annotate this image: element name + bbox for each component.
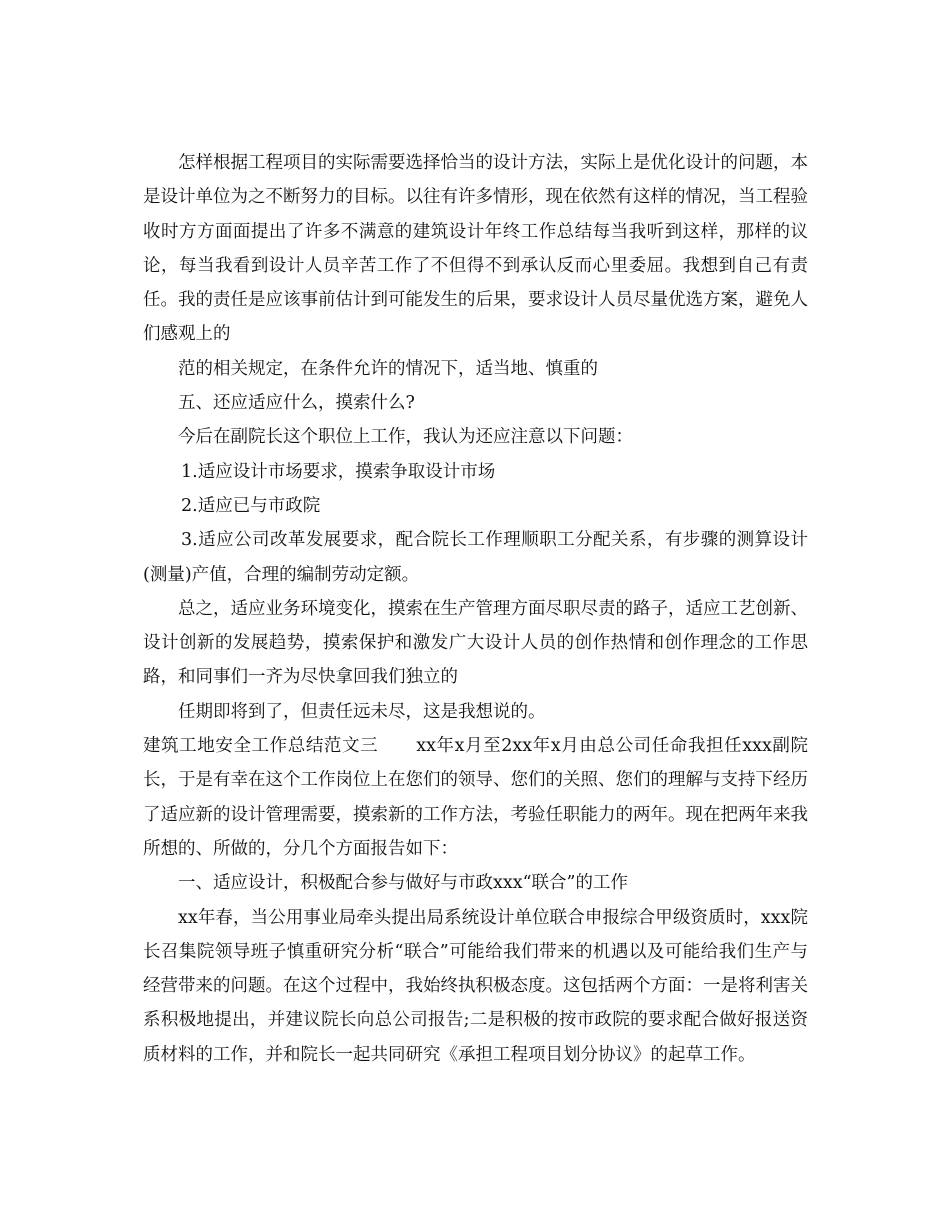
paragraph-future-issues: 今后在副院长这个职位上工作，我认为还应注意以下问题：: [178, 427, 633, 448]
paragraph-spring-joint-application: xx年春，当公用事业局牵头提出局系统设计单位联合申报综合甲级资质时，xxx院长召集院领导班子慎重研究分析“联合”可能给我们带来的机遇以及可能给我们生产与经营带来的问题。在这个过程中，我始终执积极态度。这包括两个方面：一是将利害关系积极地提出，并建议院长向总公司报告;二是积极的按市政院的要求配合做好报送资质材料的工作，并和院长一起共同研究《承担工程项目划分协议》的起草工作。: [143, 907, 808, 1065]
document-page: [143, 146, 808, 1072]
list-item-1: 1.适应设计市场要求，摸索争取设计市场: [181, 461, 496, 482]
section-heading: 建筑工地安全工作总结范文三: [143, 736, 379, 757]
paragraph-design-method: 怎样根据工程项目的实际需要选择恰当的设计方法，实际上是优化设计的问题，本是设计单位为之不断努力的目标。以往有许多情形，现在依然有这样的情况，当工程验收时方方面面提出了许多不满意的建筑设计年终工作总结每当我听到这样，那样的议论，每当我看到设计人员辛苦工作了不但得不到承认反而心里委屈。我想到自己有责任。我的责任是应该事前估计到可能发生的后果，要求设计人员尽量优选方案，避免人们感观上的: [143, 153, 808, 345]
section-paragraph: [143, 729, 808, 866]
paragraph-conclusion: 总之，适应业务环境变化，摸索在生产管理方面尽职尽责的路子，适应工艺创新、设计创新的发展趋势，摸索保护和激发广大设计人员的创作热情和创作理念的工作思路，和同事们一齐为尽快拿回我们独立的: [143, 598, 808, 688]
list-item-3: 3.适应公司改革发展要求，配合院长工作理顺职工分配关系，有步骤的测算设计(测量)产值，合理的编制劳动定额。: [143, 530, 808, 585]
section-heading-five: 五、还应适应什么，摸索什么?: [178, 393, 415, 414]
list-item-2: 2.适应已与市政院: [181, 495, 321, 516]
heading-adapt-design: 一、适应设计，积极配合参与做好与市政xxx“联合”的工作: [178, 873, 628, 894]
paragraph-regulations: 范的相关规定，在条件允许的情况下，适当地、慎重的: [178, 358, 598, 379]
paragraph-term-ending: 任期即将到了，但责任远未尽，这是我想说的。: [178, 701, 546, 722]
section-intro: xx年x月至2xx年x月由总公司任命我担任xxx副院长，于是有幸在这个工作岗位上在您们的领导、您们的关照、您们的理解与支持下经历了适应新的设计管理需要，摸索新的工作方法，考验任职能力的两年。现在把两年来我所想的、所做的，分几个方面报告如下：: [143, 736, 808, 859]
